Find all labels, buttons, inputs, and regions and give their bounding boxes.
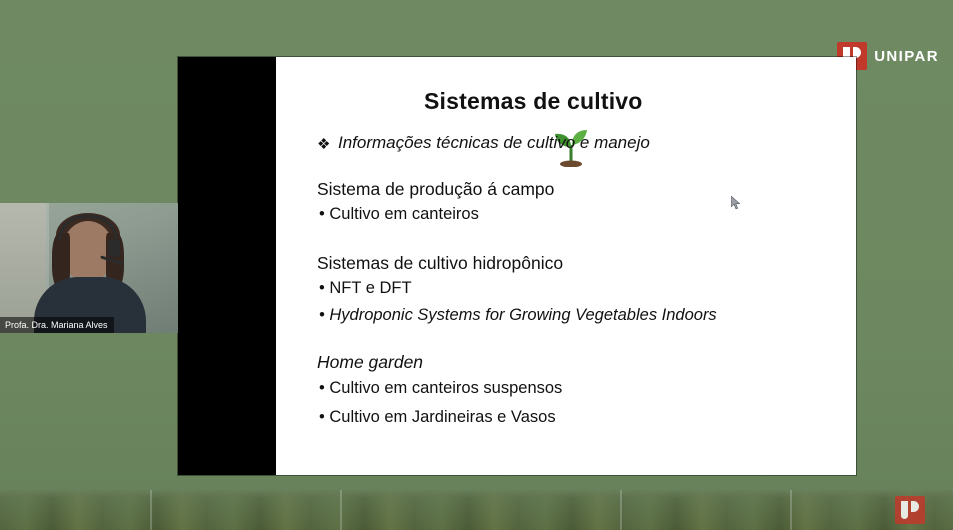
shared-screen-area[interactable]: [178, 57, 856, 475]
section-item-2-2: • Hydroponic Systems for Growing Vegetables Indoors: [319, 306, 717, 324]
section-item-3-1: • Cultivo em canteiros suspensos: [319, 379, 563, 397]
participant-name-label: Profa. Dra. Mariana Alves: [0, 317, 114, 333]
subtitle-bullet-icon: ❖: [317, 136, 331, 153]
participant-video-tile[interactable]: [0, 203, 178, 333]
slide-title: Sistemas de cultivo: [424, 88, 643, 114]
headset-earcup-icon: [108, 239, 120, 257]
section-item-1-1: • Cultivo em canteiros: [319, 205, 479, 223]
background-photo-strip: [0, 490, 953, 530]
unipar-mark-icon-bottom: [895, 496, 925, 524]
unipar-logo-bottom: [895, 496, 925, 524]
slide-subtitle: Informações técnicas de cultivo e manejo: [338, 133, 650, 152]
presentation-slide: [276, 57, 856, 475]
unipar-wordmark: UNIPAR: [874, 47, 939, 65]
section-item-3-2: • Cultivo em Jardineiras e Vasos: [319, 408, 556, 426]
mouse-cursor-icon: [731, 196, 741, 210]
section-heading-2: Sistemas de cultivo hidropônico: [317, 253, 564, 273]
section-item-2-1: • NFT e DFT: [319, 279, 412, 297]
section-heading-3: Home garden: [317, 352, 424, 372]
section-heading-1: Sistema de produção á campo: [317, 179, 555, 199]
slide-content: [276, 57, 856, 475]
